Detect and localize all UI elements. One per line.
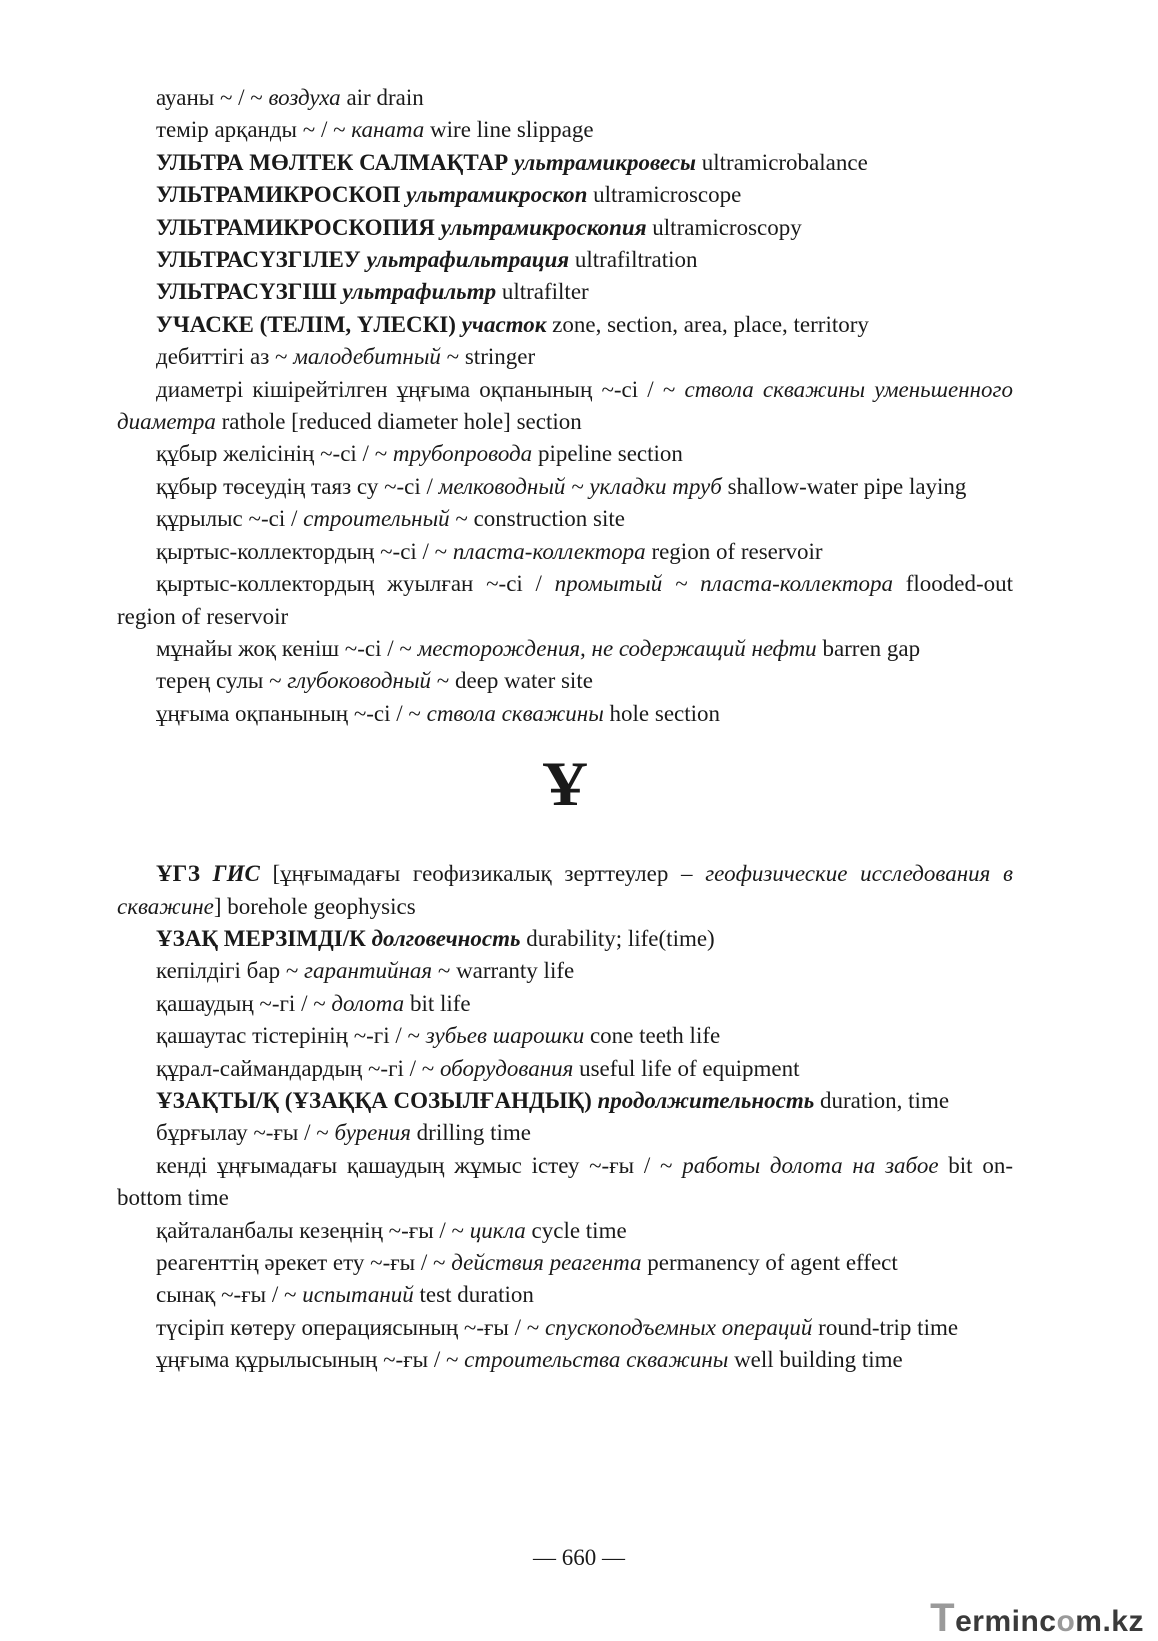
- dictionary-entry: [117, 1344, 1013, 1376]
- entry-text: диаметрі кішірейтілген ұңғыма оқпанының ~-сі / ~: [156, 376, 685, 402]
- dictionary-entry: [117, 1117, 1013, 1149]
- entry-russian-text: ствола скважины уменьшенного диаметра: [117, 376, 1013, 435]
- dictionary-entry: [117, 179, 1013, 211]
- watermark-letter-o: o: [1056, 1605, 1076, 1638]
- entry-text: мұнайы жоқ кеніш ~-сі / ~: [156, 635, 418, 661]
- entry-russian-term: ультрамикроскопия: [440, 214, 647, 240]
- entry-text: permanency of agent effect: [641, 1250, 898, 1275]
- entry-text: бұрғылау ~-ғы / ~: [156, 1120, 335, 1146]
- entry-russian-text: цикла: [469, 1217, 526, 1243]
- entry-text: air drain: [340, 85, 424, 110]
- entry-text: durability; life(time): [520, 925, 715, 951]
- dictionary-entry: [117, 309, 1013, 341]
- entry-text: test duration: [413, 1282, 534, 1308]
- entry-text: терең сулы ~: [156, 668, 288, 694]
- entry-text: drilling time: [410, 1120, 532, 1146]
- entry-text: zone, section, area, place, territory: [546, 311, 869, 337]
- dictionary-entry: [117, 1215, 1013, 1247]
- entry-text: ultrafilter: [496, 279, 589, 305]
- entry-russian-text: глубоководный: [287, 668, 432, 694]
- entry-text: ұңғыма құрылысының ~-ғы / ~: [156, 1347, 465, 1373]
- entry-russian-term: долговечность: [371, 925, 521, 951]
- dictionary-entry: [117, 114, 1013, 146]
- entry-text: flooded-out region of reservoir: [117, 571, 1013, 629]
- watermark-letter-t: T: [930, 1596, 956, 1640]
- entry-text: well building time: [728, 1347, 903, 1373]
- entry-text: round-trip time: [812, 1314, 959, 1340]
- entry-text: ауаны ~ / ~: [156, 85, 269, 110]
- dictionary-entry: [117, 988, 1013, 1020]
- dictionary-entry: [117, 536, 1013, 568]
- entry-text: [ұңғымадағы геофизикалық зерттеулер –: [259, 861, 706, 887]
- dictionary-entry: [117, 1279, 1013, 1311]
- entry-russian-term: ультрафильтрация: [366, 247, 570, 273]
- entry-russian-text: строительства скважины: [464, 1347, 729, 1373]
- entry-text: shallow-water pipe laying: [721, 473, 967, 499]
- dictionary-page: [117, 82, 1013, 1377]
- entry-russian-text: воздуха: [268, 85, 341, 110]
- entry-text: ultramicrobalance: [696, 149, 868, 175]
- entry-text: қыртыс-коллектордың жуылған ~-сі /: [156, 571, 555, 597]
- entry-text: useful life of equipment: [573, 1055, 800, 1081]
- entry-russian-text: строительный: [303, 506, 450, 532]
- dictionary-entry: [117, 471, 1013, 503]
- entry-text: ultramicroscope: [587, 182, 742, 208]
- entry-text: cone teeth life: [584, 1023, 721, 1049]
- entry-text: region of reservoir: [645, 538, 823, 564]
- entry-text: pipeline section: [532, 441, 683, 467]
- entry-russian-term: ультрамикровесы: [513, 149, 697, 175]
- dictionary-entry: [117, 923, 1013, 955]
- dictionary-entry: [117, 1085, 1013, 1117]
- dictionary-entry: [117, 244, 1013, 276]
- entry-text: ultrafiltration: [569, 247, 698, 273]
- entry-russian-term: ГИС: [212, 861, 260, 887]
- entry-text: duration, time: [814, 1087, 950, 1113]
- dictionary-entry: [117, 955, 1013, 987]
- entry-text: ұңғыма оқпанының ~-сі / ~: [156, 700, 427, 726]
- entry-russian-text: действия реагента: [451, 1250, 642, 1275]
- section-letter: Ұ: [541, 748, 589, 820]
- entry-russian-text: долота: [331, 990, 405, 1016]
- dictionary-entry: [117, 438, 1013, 470]
- entry-russian-text: спускоподъемных операций: [544, 1314, 813, 1340]
- entry-russian-term: ультрамикроскоп: [406, 182, 588, 208]
- dictionary-entry: [117, 276, 1013, 308]
- entry-text: сынақ ~-ғы / ~: [156, 1282, 303, 1308]
- entry-russian-text: зубьев шарошки: [425, 1023, 585, 1049]
- entry-text: barren gap: [816, 635, 921, 661]
- entry-text: қыртыс-коллектордың ~-сі / ~: [156, 538, 453, 564]
- entry-text: қайталанбалы кезеңнің ~-ғы / ~: [156, 1217, 470, 1243]
- dictionary-entry: [117, 858, 1013, 923]
- page-number: — 660 —: [533, 1545, 625, 1570]
- dictionary-entry: [117, 503, 1013, 535]
- entry-russian-text: геофизические исследования в скважине: [117, 861, 1014, 919]
- entry-text: wire line slippage: [424, 117, 594, 143]
- entry-russian-text: пласта-коллектора: [452, 538, 646, 564]
- entry-text: кепілдігі бар ~: [156, 958, 305, 984]
- dictionary-entry: [117, 82, 1013, 114]
- entries-top-section: [117, 82, 1013, 730]
- entry-text: құрылыс ~-сі /: [156, 506, 304, 532]
- dictionary-entry: [117, 147, 1013, 179]
- entry-headword: УЧАСКЕ (ТЕЛІМ, ҮЛЕСКІ): [156, 311, 456, 337]
- entry-text: темір арқанды ~ / ~: [156, 117, 352, 143]
- entry-text: қашаудың ~-гі / ~: [156, 990, 332, 1016]
- entry-text: түсіріп көтеру операциясының ~-ғы / ~: [156, 1314, 545, 1340]
- entry-headword: УЛЬТРАСҮЗГІЛЕУ: [156, 247, 361, 273]
- entry-russian-text: месторождения, не содержащий нефти: [417, 635, 817, 661]
- dictionary-entry: [117, 212, 1013, 244]
- dictionary-entry: [117, 633, 1013, 665]
- entry-text: реагенттің әрекет ету ~-ғы / ~: [156, 1250, 452, 1275]
- entry-headword: УЛЬТРА МӨЛТЕК САЛМАҚТАР: [156, 149, 509, 175]
- entry-russian-text: ствола скважины: [426, 700, 604, 726]
- entry-russian-term: продолжительность: [597, 1087, 815, 1113]
- entry-russian-text: каната: [351, 117, 425, 143]
- entry-russian-text: промытый ~ пласта-коллектора: [554, 571, 893, 597]
- dictionary-entry: [117, 1247, 1013, 1279]
- entry-russian-text: мелководный ~ укладки труб: [438, 473, 722, 499]
- entry-russian-term: участок: [461, 311, 547, 337]
- entry-text: hole section: [603, 700, 721, 726]
- entry-text: ~ construction site: [449, 506, 625, 532]
- dictionary-entry: [117, 1312, 1013, 1344]
- entries-bottom-section: [117, 858, 1013, 1377]
- entry-text: қашаутас тістерінің ~-гі / ~: [156, 1023, 426, 1049]
- dictionary-entry: [117, 374, 1013, 439]
- entry-text: ] borehole geophysics: [213, 893, 416, 919]
- entry-russian-text: работы долота на забое: [682, 1152, 939, 1178]
- entry-text: ~ deep water site: [431, 668, 593, 694]
- entry-russian-text: бурения: [334, 1120, 411, 1146]
- watermark-text-1: erminc: [955, 1605, 1057, 1638]
- dictionary-entry: [117, 665, 1013, 697]
- dictionary-entry: [117, 698, 1013, 730]
- entry-russian-text: испытаний: [302, 1282, 414, 1308]
- entry-russian-text: оборудования: [439, 1055, 574, 1081]
- entry-headword: УЛЬТРАМИКРОСКОПИЯ: [156, 214, 435, 240]
- entry-text: дебиттігі аз ~: [156, 344, 294, 370]
- dictionary-entry: [117, 1150, 1013, 1215]
- entry-text: ~ stringer: [440, 344, 536, 370]
- entry-text: [200, 861, 213, 886]
- entry-russian-term: ультрафильтр: [342, 279, 497, 305]
- entry-text: құбыр желісінің ~-сі / ~: [156, 441, 393, 467]
- dictionary-entry: [117, 341, 1013, 373]
- entry-headword: ҰЗАҚТЫ/Қ (ҰЗАҚҚА СОЗЫЛҒАНДЫҚ): [156, 1087, 592, 1113]
- entry-text: bit on-bottom time: [117, 1152, 1013, 1211]
- entry-text: cycle time: [525, 1217, 627, 1243]
- entry-text: rathole [reduced diameter hole] section: [215, 409, 582, 435]
- dictionary-entry: [117, 1053, 1013, 1085]
- termincom-watermark[interactable]: [930, 1596, 1144, 1641]
- watermark-text-2: m.kz: [1075, 1605, 1144, 1638]
- dictionary-entry: [117, 568, 1013, 633]
- entry-text: кенді ұңғымадағы қашаудың жұмыс істеу ~-ғы / ~: [156, 1152, 683, 1178]
- entry-russian-text: гарантийная: [304, 958, 433, 984]
- entry-russian-text: малодебитный: [293, 344, 441, 370]
- entry-russian-text: трубопровода: [392, 441, 533, 467]
- entry-text: құбыр төсеудің таяз су ~-сі /: [156, 473, 439, 499]
- entry-headword: ҰГЗ: [156, 861, 200, 887]
- entry-text: құрал-саймандардың ~-гі / ~: [156, 1055, 440, 1081]
- entry-headword: ҰЗАҚ МЕРЗІМДІ/К: [156, 925, 366, 951]
- dictionary-entry: [117, 1020, 1013, 1052]
- entry-text: ~ warranty life: [432, 958, 575, 984]
- entry-headword: УЛЬТРАСҮЗГІШ: [156, 279, 337, 305]
- entry-headword: УЛЬТРАМИКРОСКОП: [156, 182, 401, 208]
- entry-text: bit life: [404, 990, 471, 1016]
- entry-text: ultramicroscopy: [646, 214, 802, 240]
